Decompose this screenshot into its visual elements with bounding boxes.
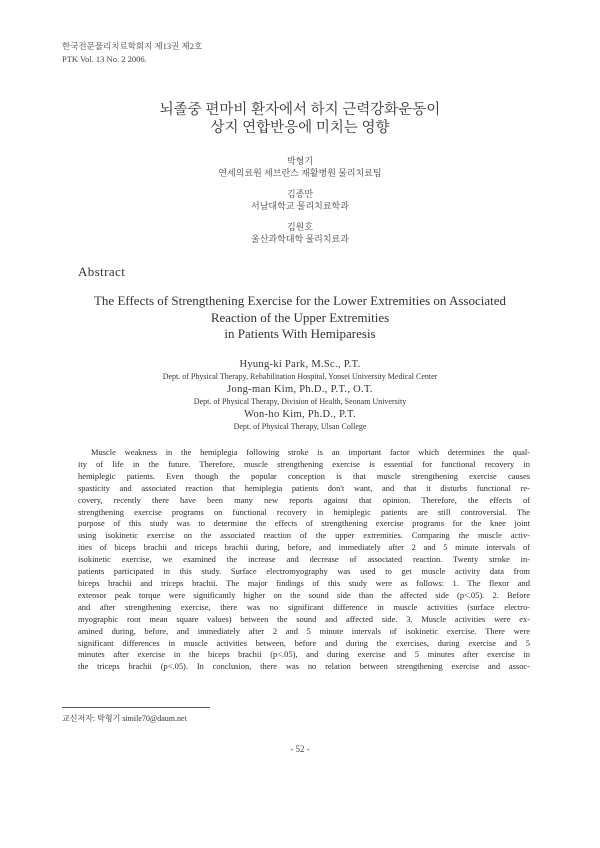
abstract-line: patients participated in this study. Surface electromyography was used to get muscle activity data from [78,566,530,577]
journal-header [62,40,202,66]
author-affiliation: Dept. of Physical Therapy, Ulsan College [233,422,367,431]
author-affiliation: 울산과학대학 물리치료과 [251,234,349,244]
english-authors [0,358,600,433]
english-title [0,293,600,343]
abstract-body [78,447,530,673]
abstract-line: ity of life in the future. Therefore, muscle strengthening exercise is essential for functional recovery in [78,458,530,469]
abstract-line: amined during, before, and immediately after 2 and 5 minute intervals of isokinetic exercise. There were [78,625,530,636]
author-affiliation: 서남대학교 물리치료학과 [251,201,349,211]
abstract-line: extensor peak torque were significantly higher on the sound side than the affected side (p<.05). 2. Before [78,589,530,600]
korean-title-line: 뇌졸중 편마비 환자에서 하지 근력강화운동이 [159,102,441,118]
english-title-line: The Effects of Strengthening Exercise for the Lower Extremities on Associated [93,293,507,308]
korean-title [0,101,600,137]
korean-title-line: 상지 연합반응에 미치는 영향 [210,120,390,136]
author-name: Hyung-ki Park, M.Sc., P.T. [239,359,361,370]
abstract-line: hemiplegic patients. Even though the popular conception is that muscle strengthening exercise causes [78,470,530,481]
author-affiliation: 연세의료원 세브란스 재활병원 물리치료팀 [218,168,382,178]
abstract-line: biceps brachii and triceps brachii. The major findings of this study were as follows: 1. The flexor and [78,577,530,588]
author-name: 김종만 [286,189,314,199]
abstract-line: purpose of this study was to determine the effects of strengthening exercise programs for the knee joint [78,518,530,529]
abstract-line: strengthening exercise programs on functional recovery in hemiplegic patients are still controversial. The [78,506,530,517]
footnote-divider [62,707,210,708]
abstract-heading: Abstract [78,264,126,279]
corresponding-author-footnote: 교신저자: 박형기 simile70@daum.net [62,714,187,723]
author-name: Jong-man Kim, Ph.D., P.T., O.T. [227,384,373,395]
abstract-line: significant differences in muscle activities between, before and during the exercises, during exercise and 5 [78,637,530,648]
abstract-line: spasticity and associated reaction that hemiplegia patients don't want, and that it disturbs functional re- [78,482,530,493]
abstract-line: myographic root mean square values) between the sound and affected side. 3. Muscle activities were ex- [78,613,530,624]
page-number: - 52 - [290,744,310,754]
author-affiliation: Dept. of Physical Therapy, Division of Health, Seonam University [193,397,407,406]
journal-line-english: PTK Vol. 13 No. 2 2006. [62,54,147,64]
abstract-line: the triceps brachii (p<.05). In conclusion, there was no relation between strengthening exercise and assoc- [78,661,530,672]
abstract-line: ities of biceps brachii and triceps brachii during, before, and immediately after 2 and 5 minute intervals of [78,542,530,553]
author-name: 박형기 [286,156,314,166]
abstract-line: Muscle weakness in the hemiplegia following stroke is an important factor which determines the qual- [91,447,530,457]
journal-line-korean: 한국전문물리치료학회지 제13권 제2호 [62,41,203,51]
abstract-line: covery, recently there have been many new reports against that opinion. Therefore, the effects of [78,494,530,505]
english-title-line: Reaction of the Upper Extremities [210,309,390,325]
author-name: 김원호 [286,222,314,232]
abstract-line: using isokinetic exercise on the associated reaction of the upper extremities. Comparing the muscle activ- [78,530,530,541]
abstract-line: minutes after exercise in the biceps brachii (p<.05), and during exercise and 5 minutes after exercise in [78,649,530,660]
abstract-line: isokinetic exercise, we examined the increase and decrease of associated reaction. Twenty stroke in- [78,554,530,565]
abstract-line: and after strengthening exercise, there was no significant difference in muscle activities (surface electro- [78,601,530,612]
author-affiliation: Dept. of Physical Therapy, Rehabilitation Hospital, Yonsei University Medical Center [162,372,438,381]
korean-authors [0,155,600,245]
author-name: Won-ho Kim, Ph.D., P.T. [244,409,356,420]
english-title-line: in Patients With Hemiparesis [224,326,376,341]
